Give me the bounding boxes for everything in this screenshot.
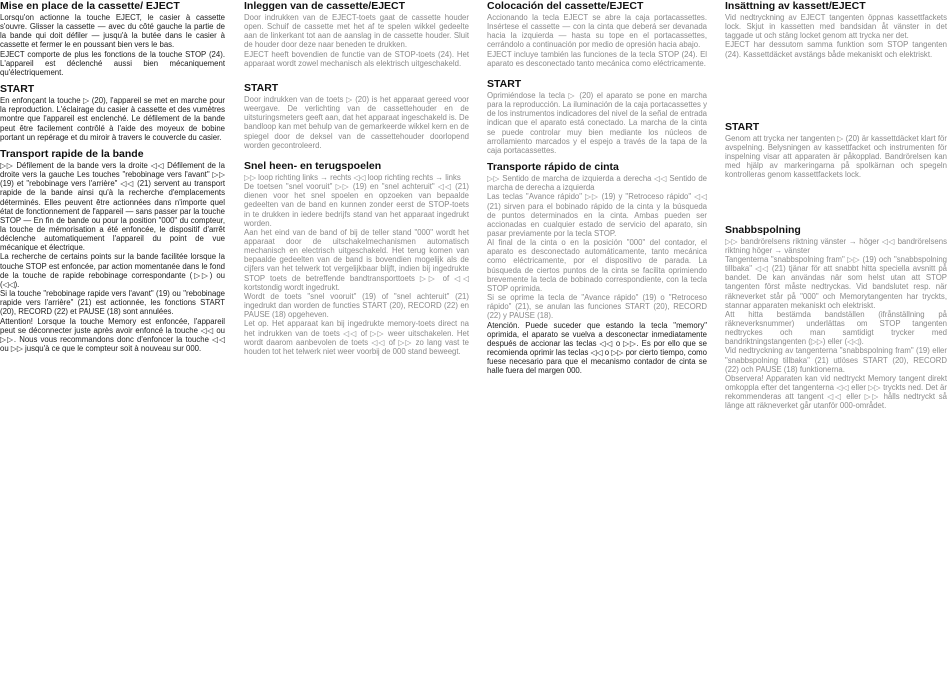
heading: Inleggen van de cassette/EJECT	[244, 0, 406, 12]
paragraph: Aan het eind van de band of bij de teller stand "000" wordt het apparaat door de uitschakelmechanismen automatisch mechanisch en electrisch uitgeschakeld. Het terug komen van bepaalde gedeelten van de band is bovendien mogelijk als de cijfers van het telwerk tot vergelijkbaar blijft, indien bij ingedrukte STOP toets de betreffende bandtransporttoets ▷▷ of ◁◁ kortstondig wordt ingedrukt.	[244, 227, 469, 292]
section-cassette-eject	[725, 0, 947, 59]
paragraph: Door indrukken van de toets ▷ (20) is het apparaat gereed voor weergave. De verlichting van de cassettehouder en de uitsturingsmeters geeft aan, dat het apparaat ingeschakeld is. De bandloop kan met behulp van de gemarkeerde wikkel kern en de spiegel door de deksel van de cassettehouder doorlopend worden gecontroleerd.	[244, 94, 469, 150]
heading: START	[725, 120, 760, 133]
section-fast-transport	[487, 161, 707, 375]
paragraph: EJECT har dessutom samma funktion som STOP tangenten (24). Kassettdäcket avstängs både mekaniskt och elektriskt.	[725, 40, 947, 59]
paragraph: De toetsen "snel vooruit" ▷▷ (19) en "snel achteruit" ◁◁ (21) dienen voor het snel spoelen en opzoeken van bepaalde gedeelten van de band en kunnen zonder eerst de STOP-toets in te drukken in iedere bedrijfs stand van het apparaat ingedrukt worden.	[244, 182, 469, 228]
paragraph: Let op. Het apparaat kan bij ingedrukte memory-toets direct na het indrukken van de toets ◁◁ of ▷▷ weer uitschakelen. Het wordt daarom aanbevolen de toets ◁◁ of ▷▷ zo lang vast te houden tot het telwerk niet weer voorbij de 000 stand beweegt.	[244, 319, 469, 356]
paragraph: EJECT heeft bovendien de functie van de STOP-toets (24). Het apparaat wordt zowel mechanisch als elektrisch uitgeschakeld.	[244, 49, 469, 68]
paragraph: ▷▷ Sentido de marcha de izquierda a derecha ◁◁ Sentido de marcha de derecha a izquierda	[487, 174, 707, 193]
column-swedish	[725, 0, 947, 673]
paragraph: Tangenterna "snabbspolning fram" ▷▷ (19) och "snabbspolning tillbaka" ◁◁ (21) tjänar för att snabbt hitta speciella avsnitt på bandet. De kan användas när som helst utan att STOP tangenten först måste nedtryckas. Vid bandslutet resp. när räkneverket står på "000" och Memorytangenten har tryckts, stannar apparaten mekaniskt och elektriskt.	[725, 254, 947, 310]
paragraph: EJECT comporte de plus les fonctions de la touche STOP (24). L'appareil est déclenché aussi bien mécaniquement qu'électriquement.	[0, 49, 225, 77]
paragraph: Si se oprime la tecla de "Avance rápido" (19) o "Retroceso rápido" (21), se anulan las funciones START (20), RECORD (22) y PAUSE (18).	[487, 293, 707, 321]
paragraph: La recherche de certains points sur la bande facilitée lorsque la touche STOP est enfoncée, par action momentanée dans le fond de la touche de rapide rebobinage correspondante (▷▷) ou (◁◁).	[0, 252, 225, 289]
heading: Transport rapide de la bande	[0, 147, 144, 160]
heading: Insättning av kassett/EJECT	[725, 0, 866, 12]
heading: START	[487, 77, 522, 90]
paragraph: Vid nedtryckning av tangenterna "snabbspolning fram" (19) eller "snabbspolning tillbaka" (21) utlöses START (20), RECORD (22) och PAUSE (18) funktionerna.	[725, 346, 947, 374]
paragraph: Att hitta bestämda bandställen (ifrånställning på räkneverksnummer) underlättas om STOP tangenten nedtryckes och man samtidigt trycker med bandriktningstangenten (▷▷) eller (◁◁).	[725, 309, 947, 347]
heading: START	[0, 83, 35, 96]
heading: Transporte rápido de cinta	[487, 161, 619, 174]
section-fast-transport	[244, 160, 469, 356]
section-start	[487, 78, 707, 155]
section-start	[0, 83, 225, 142]
paragraph: ▷▷ Défilement de la bande vers la droite ◁◁ Défilement de la droite vers la gauche Les touches "rebobinage vers l'avant" ▷▷ (19) et "rebobinage vers l'arrière" ◁◁ (21) servent au transport rapide de la bande ainsi qu'à la recherche d'emplacements déterminés. Elles peuvent être actionnées dans n'importe quel état de fonctionnement de l'appareil — sans passer par la touche STOP — En fin de bande ou pour la position "000" du compteur, la touche de mémorisation a été enfoncée, le dispositif d'arrêt déclenche automatiquement l'appareil du point de vue mécanique et électrique.	[0, 160, 225, 253]
column-spanish	[487, 0, 707, 673]
paragraph: Lorsqu'on actionne la touche EJECT, le casier à cassette s'ouvre. Glisser la cassette — avec du côté gauche la partie de la bande qui doit défiler — jusqu'à la butée dans le casier à cassette et fermer le en poussant bien vers le bas.	[0, 13, 225, 50]
paragraph: EJECT incluye también las funciones de la tecla STOP (24). El aparato es desconectado tanto mecánica como eléctricamente.	[487, 49, 707, 68]
paragraph: Vid nedtryckning av EJECT tangenten öppnas kassettfackets lock. Skjut in kassetten med bandsidan åt vänster in det taggade ut och stäng locket genom att trycka ner det.	[725, 13, 947, 41]
section-start	[244, 82, 469, 150]
paragraph: Observera! Apparaten kan vid nedtryckt Memory tangent direkt omkoppla efter det tangenterna ◁◁ eller ▷▷ tryckts ned. Det är rekommenderas att tangent ◁◁ eller ▷▷ hålls nedtryckt så länge att räkneverket går utanför 000-området.	[725, 373, 947, 411]
section-fast-transport	[0, 148, 225, 353]
section-cassette-eject	[0, 0, 225, 77]
paragraph: Oprimiéndose la tecla ▷ (20) el aparato se pone en marcha para la reproducción. La iluminación de la caja portacassettes y de los instrumentos indicadores del nivel de la señal de entrada indican que el aparato está conectado. La marcha de la cinta se puede controlar muy bien mediante los núcleos de arrollamiento marcados y el espejo a través de la tapa de la caja portacassettes.	[487, 90, 707, 155]
heading: Snabbspolning	[725, 223, 801, 236]
paragraph: ▷▷ loop richting links → rechts ◁◁ loop richting rechts → links	[244, 172, 461, 182]
paragraph: Si la touche "rebobinage rapide vers l'avant" (19) ou "rebobinage rapide vers l'arrière" (21) est actionnée, les fonctions START (20), RECORD (22) et PAUSE (18) sont annulées.	[0, 289, 225, 317]
paragraph: Attention! Lorsque la touche Memory est enfoncée, l'appareil peut se déconnecter juste après avoir enfoncé la touche ◁◁ ou ▷▷. Nous vous recommandons donc d'enfoncer la touche ◁◁ ou ▷▷ jusqu'à ce que le compteur soit à nouveau sur 000.	[0, 316, 225, 353]
heading: Snel heen- en terugspoelen	[244, 159, 382, 172]
paragraph: En enfonçant la touche ▷ (20), l'appareil se met en marche pour la reproduction. L'éclairage du casier à cassette et des vumètres montre que l'appareil est enclenché. Le défilement de la bande peut être facilement contrôlé à l'aide des moyeux de bobine portant un repérage et du miroir à travers le couvercle du casier.	[0, 96, 225, 142]
paragraph: Accionando la tecla EJECT se abre la caja portacassettes. Insértese el cassette — con la cinta que deberá ser devanada hacia la izquierda — hasta su tope en el portacassettes, cerrándolo a continuación por medio de opresión hacia abajo.	[487, 13, 707, 50]
column-french	[0, 0, 225, 673]
paragraph: Las teclas "Avance rápido" ▷▷ (19) y "Retroceso rápido" ◁◁ (21) sirven para el bobinado rápido de la cinta y la búsqueda de puntos determinados en la cinta. Ambas pueden ser accionadas en cualquier estado de servicio del aparato, sin pasar previamente por la tecla STOP.	[487, 192, 707, 238]
paragraph: Door indrukken van de EJECT-toets gaat de cassette houder open. Schuif de cassette met het af te spelen wikkel gedeelte aan de linkerkant tot aan de aanslag in de cassette houder. Sluit de houder door deze naar beneden te drukken.	[244, 13, 469, 50]
paragraph: ▷▷ bandrörelsens riktning vänster → höger ◁◁ bandrörelsens riktning höger → vänster	[725, 236, 947, 255]
heading: START	[244, 81, 279, 94]
paragraph: Atención. Puede suceder que estando la tecla "memory" oprimida, el aparato se vuelva a desconectar inmediatamente después de accionar las teclas ◁◁ o ▷▷. Es por ello que se recomienda oprimir las teclas ◁◁ o ▷▷ por cierto tiempo, como fuese necesario para que el mecanismo contador de cinta se halle fuera del margen 000.	[487, 320, 707, 376]
heading: Colocación del cassette/EJECT	[487, 0, 644, 12]
section-fast-transport	[725, 224, 947, 411]
section-cassette-eject	[487, 0, 707, 68]
column-dutch	[244, 0, 469, 673]
paragraph: Wordt de toets "snel vooruit" (19) of "snel achteruit" (21) ingedrukt dan worden de functies START (20), RECORD (22) en PAUSE (18) opgeheven.	[244, 291, 469, 320]
paragraph: Genom att trycka ner tangenten ▷ (20) är kassettdäcket klart för avspelning. Belysningen av kassettfacket och instrumenten för inspelning visar att apparaten är påkopplad. Bandrörelsen kan med hjälp av markeringarna på spolkärnan och spegeln kontrolleras genom kassettfackets lock.	[725, 133, 947, 180]
section-cassette-eject	[244, 0, 469, 68]
heading: Mise en place de la cassette/ EJECT	[0, 0, 180, 12]
section-start	[725, 121, 947, 180]
paragraph: Al final de la cinta o en la posición "000" del contador, el aparato es desconectado automáticamente, tanto mecánica como eléctricamente, por el dispositivo de parada. La búsqueda de ciertos puntos de la cinta se facilita oprimiendo brevemente la tecla de bobinado correspondiente, con la tecla STOP oprimida.	[487, 238, 707, 293]
